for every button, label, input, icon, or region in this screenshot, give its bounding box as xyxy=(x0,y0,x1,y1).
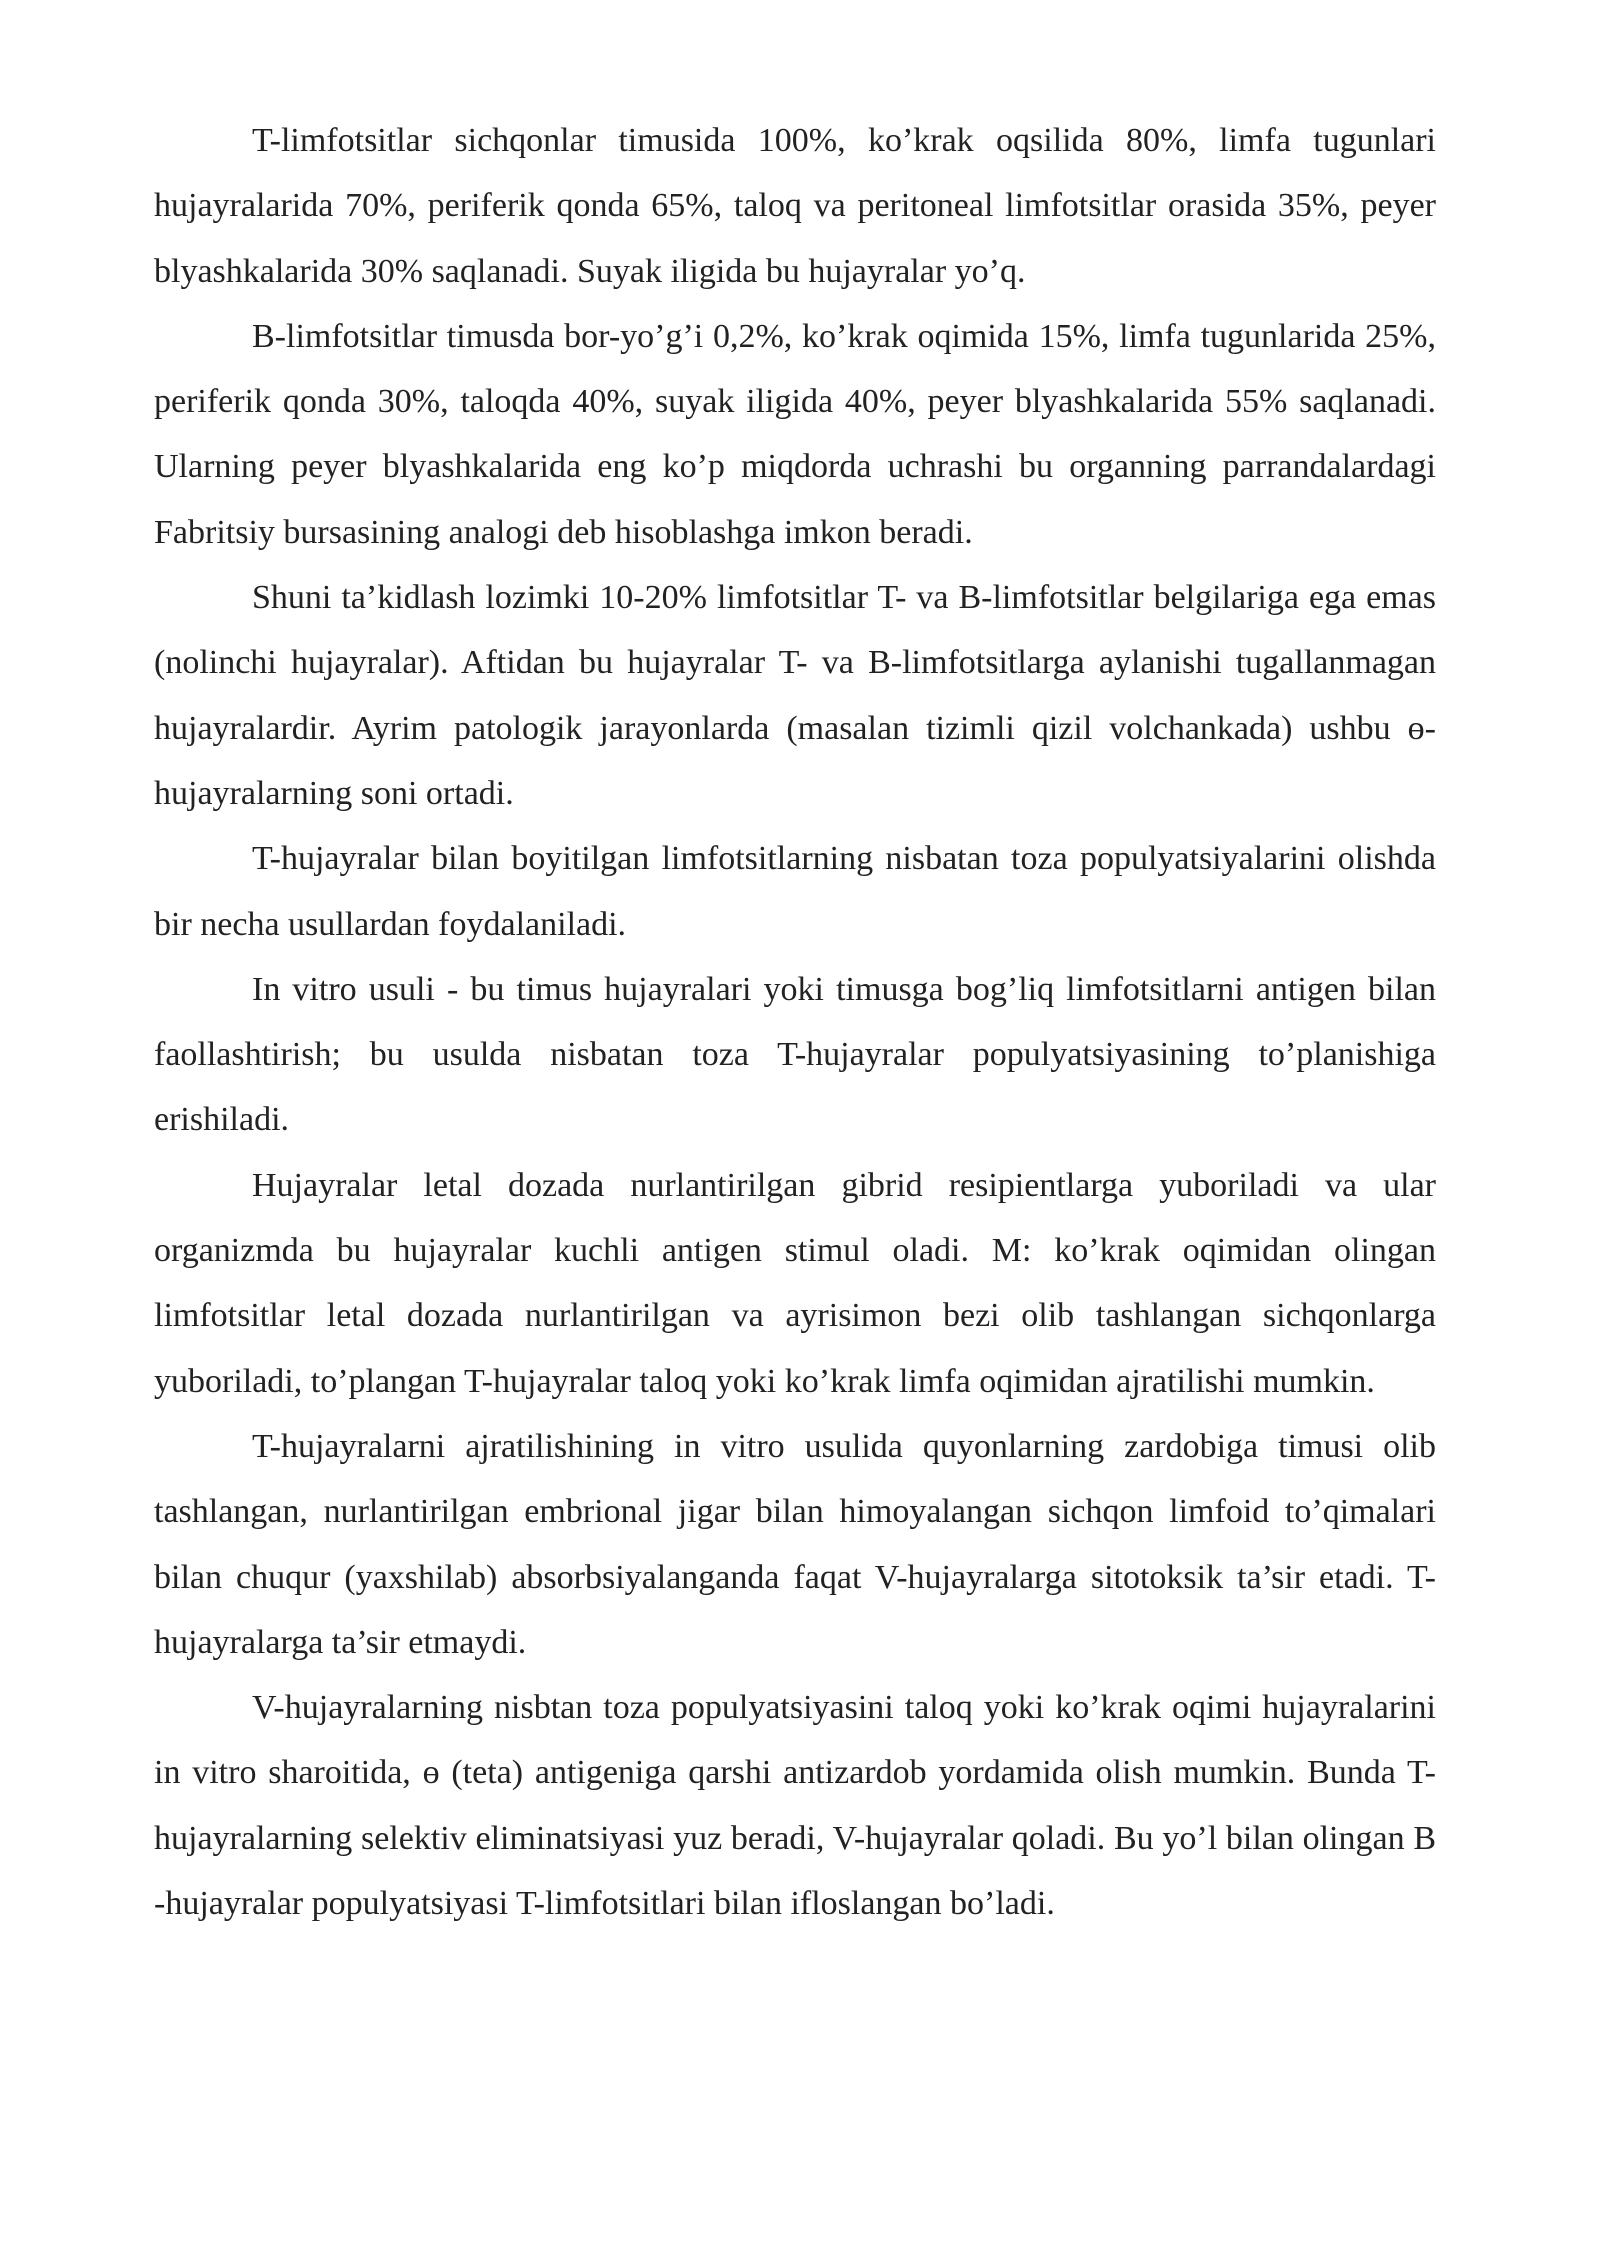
paragraph-b-cell-population: V-hujayralarning nisbtan toza populyatsiyasini taloq yoki ko’krak oqimi hujayralarini in vitro sharoitida, ɵ (teta) antigeniga qarshi antizardob yordamida olish mumkin. Bunda T-hujayralarning selektiv eliminatsiyasi yuz beradi, V-hujayralar qoladi. Bu yo’l bilan olingan B -hujayralar populyatsiyasi T-limfotsitlari bilan ifloslangan bo’ladi. xyxy=(154,1689,1436,1923)
paragraph-t-cell-enrichment-methods: T-hujayralar bilan boyitilgan limfotsitlarning nisbatan toza populyatsiyalarini olishda bir necha usullardan foydalaniladi. xyxy=(154,840,1436,943)
document-page xyxy=(154,108,1436,1936)
paragraph-t-cell-separation-in-vitro: T-hujayralarni ajratilishining in vitro usulida quyonlarning zardobiga timusi olib tashlangan, nurlantirilgan embrional jigar bilan himoyalangan sichqon limfoid to’qimalari bilan chuqur (yaxshilab) absorbsiyalanganda faqat V-hujayralarga sitotoksik ta’sir etadi. T-hujayralarga ta’sir etmaydi. xyxy=(154,1427,1436,1661)
paragraph-b-lymphocytes-distribution: B-limfotsitlar timusda bor-yo’g’i 0,2%, ko’krak oqimida 15%, limfa tugunlarida 25%, periferik qonda 30%, taloqda 40%, suyak iligida 40%, peyer blyashkalarida 55% saqlanadi. Ularning peyer blyashkalarida eng ko’p miqdorda uchrashi bu organning parrandalardagi Fabritsiy bursasining analogi deb hisoblashga imkon beradi. xyxy=(154,317,1436,551)
paragraph-irradiated-recipients: Hujayralar letal dozada nurlantirilgan gibrid resipientlarga yuboriladi va ular organizmda bu hujayralar kuchli antigen stimul oladi. M: ko’krak oqimidan olingan limfotsitlar letal dozada nurlantirilgan va ayrisimon bezi olib tashlangan sichqonlarga yuboriladi, to’plangan T-hujayralar taloq yoki ko’krak limfa oqimidan ajratilishi mumkin. xyxy=(154,1166,1436,1400)
paragraph-t-lymphocytes-distribution: T-limfotsitlar sichqonlar timusida 100%, ko’krak oqsilida 80%, limfa tugunlari hujayralarida 70%, periferik qonda 65%, taloq va peritoneal limfotsitlar orasida 35%, peyer blyashkalarida 30% saqlanadi. Suyak iligida bu hujayralar yo’q. xyxy=(154,122,1436,290)
paragraph-null-cells: Shuni ta’kidlash lozimki 10-20% limfotsitlar T- va B-limfotsitlar belgilariga ega emas (nolinchi hujayralar). Aftidan bu hujayralar T- va B-limfotsitlarga aylanishi tugallanmagan hujayralardir. Ayrim patologik jarayonlarda (masalan tizimli qizil volchankada) ushbu ɵ-hujayralarning soni ortadi. xyxy=(154,579,1436,812)
paragraph-in-vitro-method: In vitro usuli - bu timus hujayralari yoki timusga bog’liq limfotsitlarni antigen bilan faollashtirish; bu usulda nisbatan toza T-hujayralar populyatsiyasining to’planishiga erishiladi. xyxy=(154,970,1436,1139)
